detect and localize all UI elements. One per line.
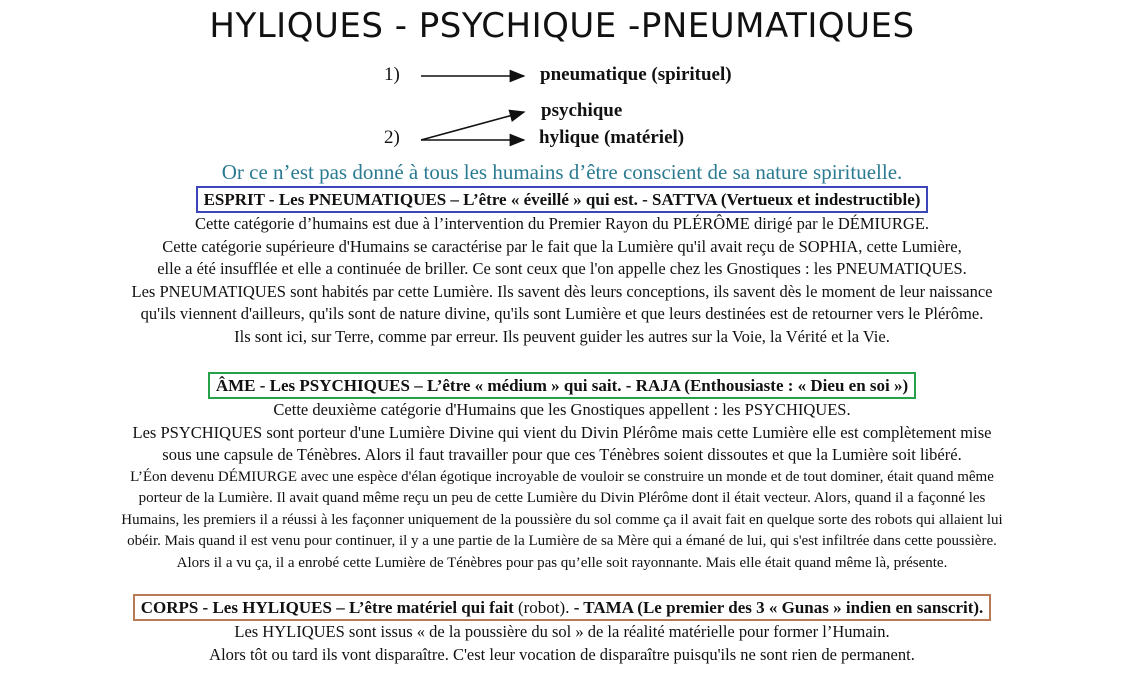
paragraph-line: Cette deuxième catégorie d'Humains que les Gnostiques appellent : les PSYCHIQUES. [273, 400, 851, 419]
heading-corps-part-b: (robot). [513, 598, 570, 617]
psychique-label: psychique [541, 100, 623, 121]
section-ame [0, 372, 1124, 574]
paragraph-line: Alors tôt ou tard ils vont disparaître. C'est leur vocation de disparaître puisqu'ils ne sont rien de permanent. [209, 644, 915, 664]
paragraph-line: Les HYLIQUES sont issus « de la poussière du sol » de la réalité matérielle pour former l’Humain. [234, 622, 890, 641]
paragraph-line: Humains, les premiers il a réussi à les façonner uniquement de la poussière du sol comme ça il avait fait en quelque sorte des robots qui allaient lui [121, 511, 1003, 528]
section-heading-corps [133, 594, 992, 621]
paragraph-line: Les PSYCHIQUES sont porteur d'une Lumière Divine qui vient du Divin Plérôme mais cette Lumière elle est complètement mise [132, 422, 992, 442]
paragraph-line: obéir. Mais quand il est venu pour continuer, il y a une partie de la Lumière de sa Mère qui a émané de lui, qui s'est infiltrée dans cette poussière. [127, 533, 997, 549]
section-heading-ame: ÂME - Les PSYCHIQUES – L’être « médium » qui sait. - RAJA (Enthousiaste : « Dieu en soi ») [208, 372, 916, 399]
paragraph-line: Ils sont ici, sur Terre, comme par erreur. Ils peuvent guider les autres sur la Voie, la Vérité et la Vie. [234, 326, 890, 346]
heading-corps-part-a: CORPS - Les HYLIQUES – L’être matériel qui fait [140, 598, 514, 617]
row2-number: 2) [384, 127, 400, 148]
section-corps [0, 594, 1124, 666]
hylique-label: hylique (matériel) [539, 127, 685, 148]
paragraph-line: Les PNEUMATIQUES sont habités par cette Lumière. Ils savent dès leurs conceptions, ils savent dès le moment de leur naissance [131, 281, 993, 301]
intro-sentence: Or ce n’est pas donné à tous les humains d’être conscient de sa nature spirituelle. [221, 160, 903, 184]
paragraph-line: Cette catégorie supérieure d'Humains se caractérise par le fait que la Lumière qu'il avait reçu de SOPHIA, cette Lumière, [162, 236, 962, 256]
paragraph-line: Cette catégorie d’humains est due à l’intervention du Premier Rayon du PLÉRÔME dirigé par le DÉMIURGE. [194, 214, 930, 233]
section-esprit [0, 186, 1124, 348]
heading-corps-part-c: - TAMA (Le premier des 3 « Gunas » indien en sanscrit). [569, 598, 984, 617]
paragraph-line: porteur de la Lumière. Il avait quand même reçu un peu de cette Lumière du Divin Plérôme dont il était vecteur. Alors, quand il a façonné les [138, 490, 986, 506]
paragraph-line: L’Éon devenu DÉMIURGE avec une espèce d'élan égotique incroyable de vouloir se construire un monde et de tout dominer, était quand même [130, 468, 994, 485]
category-diagram [0, 0, 1124, 160]
arrow-row2-up [421, 112, 524, 140]
paragraph-line: Alors il a vu ça, il a enrobé cette Lumière de Ténèbres pour pas qu’elle soit rayonnante. Mais elle était quand même là, présente. [176, 554, 948, 571]
page-title: HYLIQUES - PSYCHIQUE -PNEUMATIQUES [209, 6, 915, 46]
pneumatique-label: pneumatique (spirituel) [540, 64, 732, 85]
row1-number: 1) [384, 64, 400, 85]
paragraph-line: qu'ils viennent d'ailleurs, qu'ils sont de nature divine, qu'ils sont Lumière et que leurs destinées est de retourner vers le Plérôme. [140, 304, 984, 323]
section-heading-esprit: ESPRIT - Les PNEUMATIQUES – L’être « éveillé » qui est. - SATTVA (Vertueux et indestructible) [196, 186, 929, 213]
paragraph-line: elle a été insufflée et elle a continuée de briller. Ce sont ceux que l'on appelle chez les Gnostiques : les PNEUMATIQUES. [157, 259, 967, 278]
paragraph-line: sous une capsule de Ténèbres. Alors il faut travailler pour que ces Ténèbres soient dissoutes et que la Lumière soit libéré. [162, 445, 962, 464]
